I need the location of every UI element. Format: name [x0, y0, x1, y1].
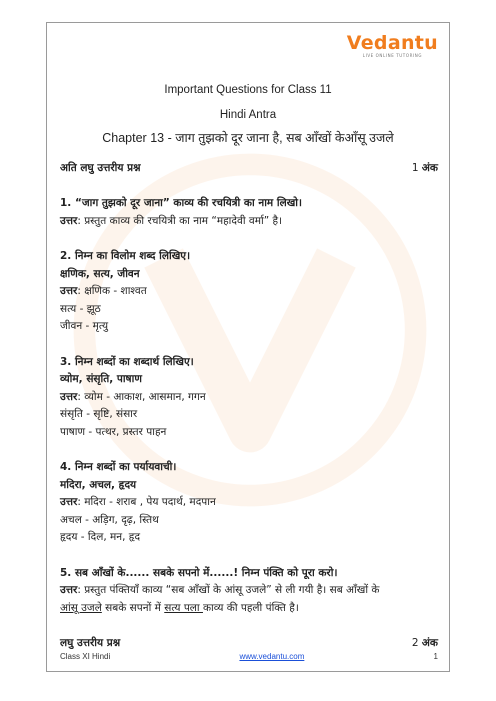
question-4-words: मदिरा, अचल, हृदय	[60, 478, 137, 491]
answer-4: उत्तर: मदिरा - शराब , पेय पदार्थ, मदपान	[60, 496, 216, 509]
footer-website-link[interactable]: www.vedantu.com	[239, 652, 305, 661]
page-footer	[60, 652, 438, 661]
question-2-words: क्षणिक, सत्य, जीवन	[60, 267, 140, 280]
logo-tagline: LIVE ONLINE TUTORING	[362, 53, 423, 58]
doc-title: Important Questions for Class 11	[164, 84, 332, 96]
answer-3-line: पाषाण - पत्थर, प्रस्तर पाहन	[60, 425, 167, 438]
page-number: 1	[433, 652, 438, 661]
section-title: लघु उत्तरीय प्रश्न	[60, 637, 121, 650]
section-heading-2	[60, 635, 438, 653]
doc-subject: Hindi Antra	[219, 109, 277, 121]
question-5: 5. सब आँखों के...... सबके सपनो में......! निम्न पंक्ति को पूरा करो।	[60, 566, 338, 579]
question-3: 3. निम्न शब्दों का शब्दार्थ लिखिए।	[60, 355, 194, 368]
answer-3: उत्तर: व्योम - आकाश, आसमान, गगन	[60, 390, 206, 403]
document-body	[60, 160, 438, 653]
section-title: अति लघु उत्तरीय प्रश्न	[60, 162, 141, 174]
answer-3-line: संसृति - सृष्टि, संसार	[60, 408, 138, 421]
logo-wordmark: Vedantu	[346, 32, 438, 54]
question-3-words: व्योम, संसृति, पाषाण	[60, 373, 142, 386]
question-4: 4. निम्न शब्दों का पर्यायवाची।	[60, 461, 177, 474]
doc-chapter: Chapter 13 - जाग तुझको दूर जाना है, सब आँखों केआँसू उजले	[102, 131, 394, 145]
section-marks: 1 अंक	[411, 162, 438, 174]
answer-2-line: सत्य - झूठ	[60, 302, 101, 315]
answer-2-line: जीवन - मृत्यु	[60, 320, 109, 333]
answer-5: उत्तर: प्रस्तुत पंक्तियाँ काव्य “सब आँखों के आंसू उजले” से ली गयी है। सब आँखों के	[60, 584, 380, 597]
question-1: 1. “जाग तुझको दूर जाना” काव्य की रचयित्री का नाम लिखो।	[60, 197, 302, 210]
vedantu-logo	[347, 34, 438, 58]
section-heading-1	[60, 160, 438, 178]
footer-class: Class XI Hindi	[60, 652, 111, 661]
answer-4-line: हृदय - दिल, मन, हृद	[60, 531, 141, 544]
answer-5-line: आंसू उजले सबके सपनों में सत्य पला काव्य की पहली पंक्ति है।	[60, 601, 299, 614]
answer-2: उत्तर: क्षणिक - शाश्वत	[60, 285, 147, 298]
answer-1: उत्तर: प्रस्तुत काव्य की रचयित्री का नाम “महादेवी वर्मा” है।	[60, 214, 283, 227]
section-marks: 2 अंक	[411, 637, 438, 650]
question-2: 2. निम्न का विलोम शब्द लिखिए।	[60, 249, 191, 262]
answer-4-line: अचल - अड़िग, दृढ़, स्तिथ	[60, 513, 159, 526]
